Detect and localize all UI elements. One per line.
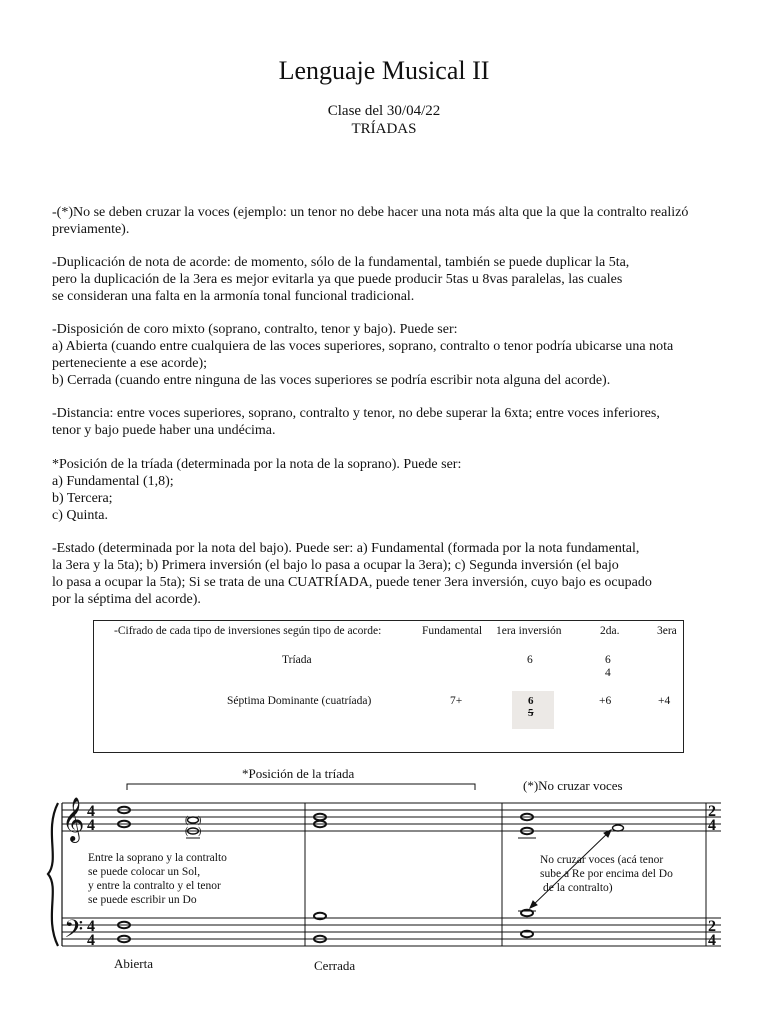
row-label-dominant-seventh: Séptima Dominante (cuatríada): [227, 695, 372, 707]
text-line: b) Tercera;: [52, 491, 113, 506]
column-header-third-inversion: 3era: [657, 625, 677, 637]
whole-note: [188, 817, 199, 823]
text-line: b) Cerrada (cuando entre ninguna de las voces superiores se podría escribir nota alguna del acorde).: [52, 373, 611, 388]
seventh-fundamental: 7+: [450, 695, 463, 707]
time-sig-bottom: 4: [87, 817, 95, 834]
text-line: lo pasa a ocupar la 5ta); Si se trata de una CUATRÍADA, puede tener 3era inversión, cuyo bajo es ocupado: [52, 575, 652, 590]
time-sig-top: 4: [87, 803, 95, 820]
text-line: c) Quinta.: [52, 508, 108, 523]
seventh-third-inversion: +4: [658, 695, 671, 707]
text-line: sube a Re por encima del Do: [540, 868, 673, 880]
text-line: se consideran una falta en la armonía tonal funcional tradicional.: [52, 289, 415, 304]
text-line: pero la duplicación de la 3era es mejor evitarla ya que puede producir 5tas u 8vas paralelas, las cuales: [52, 272, 623, 287]
topic-heading: TRÍADAS: [351, 121, 417, 137]
text-line: se puede colocar un Sol,: [88, 866, 201, 878]
crossing-label: (*)No cruzar voces: [523, 778, 623, 793]
text-line: -Distancia: entre voces superiores, soprano, contralto y tenor, no debe superar la 6xta; entre voces inferiores,: [52, 406, 660, 421]
time-sig-top: 4: [87, 918, 95, 935]
time-sig-top: 2: [708, 918, 716, 935]
triad-first-inversion: 6: [527, 654, 533, 666]
svg-text:): ): [198, 826, 202, 837]
text-line: perteneciente a ese acorde);: [52, 356, 208, 371]
page-title: Lenguaje Musical II: [278, 56, 490, 85]
treble-staff: [62, 803, 721, 831]
text-line: y entre la contralto y el tenor: [88, 880, 221, 892]
seventh-second-inversion: +6: [599, 695, 612, 707]
label-closed: Cerrada: [314, 958, 356, 973]
triad-second-inversion-bottom: 4: [605, 667, 611, 679]
row-label-triad: Tríada: [282, 654, 312, 666]
brace: [48, 803, 58, 946]
whole-note: [521, 931, 533, 937]
column-header-first-inversion: 1era inversión: [496, 625, 562, 637]
triad-second-inversion-top: 6: [605, 654, 611, 666]
time-sig-bottom: 4: [708, 817, 716, 834]
text-line: -Duplicación de nota de acorde: de momento, sólo de la fundamental, también se puede duplicar la 5ta,: [52, 255, 630, 270]
time-sig-bottom: 4: [708, 932, 716, 949]
text-line: No cruzar voces (acá tenor: [540, 854, 664, 866]
text-line: la 3era y la 5ta); b) Primera inversión (el bajo lo pasa a ocupar la 3era); c) Segunda inversión (el bajo: [52, 558, 619, 573]
svg-text:(: (: [185, 826, 189, 837]
text-line: -Estado (determinada por la nota del bajo). Puede ser: a) Fundamental (formada por la nota fundamental,: [52, 541, 640, 556]
position-bracket: [127, 784, 475, 790]
class-date: Clase del 30/04/22: [327, 103, 441, 119]
text-line: *Posición de la tríada (determinada por la nota de la soprano). Puede ser:: [52, 457, 462, 472]
bracket-label: *Posición de la tríada: [242, 766, 355, 781]
ledger-lines: [186, 838, 536, 911]
text-line: a) Abierta (cuando entre cualquiera de las voces superiores, soprano, contralto o tenor podría ubicarse una nota: [52, 339, 674, 354]
whole-note: [314, 913, 326, 919]
text-line: por la séptima del acorde).: [52, 592, 201, 607]
text-line: se puede escribir un Do: [88, 894, 197, 906]
time-sig-top: 2: [708, 803, 716, 820]
bass-clef-icon: 𝄢: [64, 915, 84, 950]
crossing-arrow: [530, 830, 611, 908]
text-line: -Disposición de coro mixto (soprano, contralto, tenor y bajo). Puede ser:: [52, 322, 458, 337]
treble-clef-icon: 𝄞: [62, 797, 85, 841]
text-line: -(*)No se deben cruzar la voces (ejemplo: un tenor no debe hacer una nota más alta que la que la contralto realizó: [52, 205, 689, 220]
seventh-first-inversion-top: 6: [528, 695, 534, 707]
text-line: previamente).: [52, 222, 130, 237]
column-header-second-inversion: 2da.: [600, 625, 620, 637]
text-line: Entre la soprano y la contralto: [88, 852, 227, 864]
notes: [118, 807, 624, 942]
time-sig-bottom: 4: [87, 932, 95, 949]
table-caption: -Cifrado de cada tipo de inversiones según tipo de acorde:: [114, 625, 382, 637]
bass-staff: [62, 918, 721, 946]
text-line: a) Fundamental (1,8);: [52, 474, 174, 489]
whole-note: [613, 825, 624, 831]
seventh-first-inversion-bottom: 5: [528, 707, 534, 719]
text-line: tenor y bajo puede haber una undécima.: [52, 423, 276, 438]
text-line: de la contralto): [543, 882, 613, 894]
svg-text:(: (: [185, 815, 189, 826]
label-open: Abierta: [114, 956, 153, 971]
column-header-fundamental: Fundamental: [422, 625, 483, 637]
svg-text:): ): [198, 815, 202, 826]
